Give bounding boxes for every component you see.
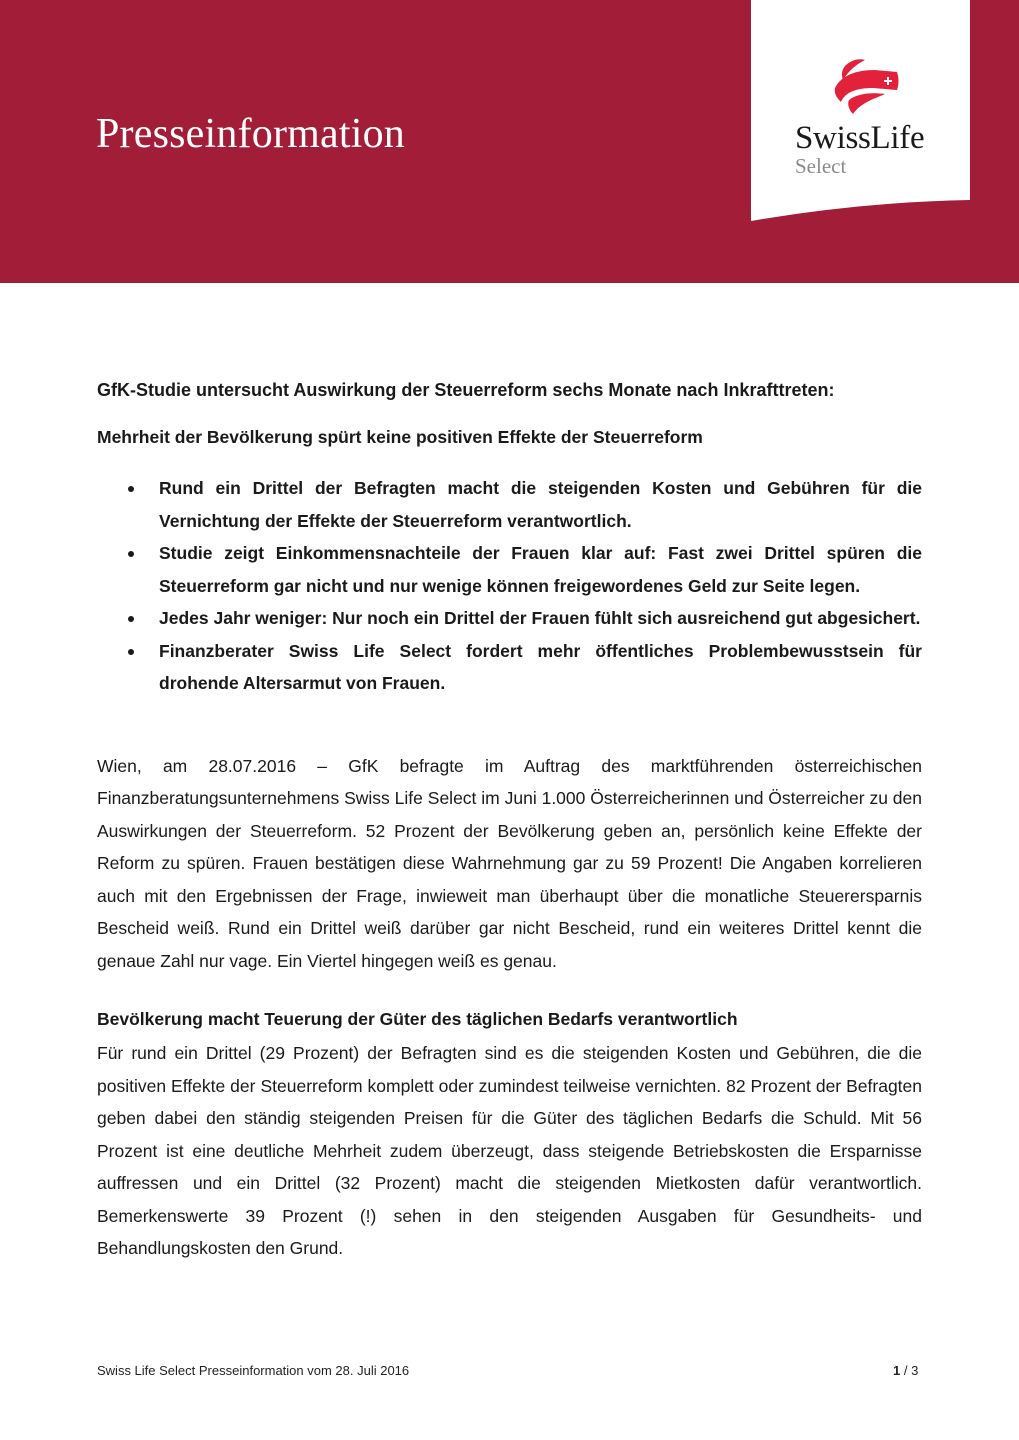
article-title: GfK-Studie untersucht Auswirkung der Steuerreform sechs Monate nach Inkrafttreten: <box>97 380 835 400</box>
header-band <box>0 0 1019 283</box>
bullet-icon <box>128 486 134 492</box>
key-point: Finanzberater Swiss Life Select fordert mehr öffentliches Problembewusstsein für drohende Altersarmut von Frauen. <box>97 635 922 700</box>
swisslife-select-logo <box>751 0 970 222</box>
key-point: Studie zeigt Einkommensnachteile der Frauen klar auf: Fast zwei Drittel spüren die Steuerreform gar nicht und nur wenige können freigewordenes Geld zur Seite legen. <box>97 537 922 602</box>
page-total: 3 <box>911 1363 919 1378</box>
page-current: 1 <box>893 1363 901 1378</box>
key-point: Jedes Jahr weniger: Nur noch ein Drittel der Frauen fühlt sich ausreichend gut abgesichert. <box>97 602 922 635</box>
article-body <box>97 379 922 1265</box>
intro-paragraph: Wien, am 28.07.2016 – GfK befragte im Auftrag des marktführenden österreichischen Finanzberatungsunternehmens Swiss Life Select im Juni 1.000 Österreicherinnen und Österreicher zu den Auswirkungen der Steuerreform. 52 Prozent der Bevölkerung geben an, persönlich keine Effekte der Reform zu spüren. Frauen bestätigen diese Wahrnehmung gar zu 59 Prozent! Die Angaben korrelieren auch mit den Ergebnissen der Frage, inwieweit man überhaupt über die monatliche Steuerersparnis Bescheid weiß. Rund ein Drittel weiß darüber gar nicht Bescheid, rund ein weiteres Drittel kennt die genaue Zahl nur vage. Ein Viertel hingegen weiß es genau. <box>97 755 922 971</box>
bullet-icon <box>128 616 134 622</box>
swisslife-mark-icon <box>827 58 903 122</box>
header-title: Presseinformation <box>96 111 406 157</box>
article-subtitle: Mehrheit der Bevölkerung spürt keine positiven Effekte der Steuerreform <box>97 427 703 447</box>
page-number <box>893 1363 918 1378</box>
page-separator: / <box>900 1363 912 1378</box>
logo-wordmark: SwissLife <box>795 120 925 156</box>
footer-text: Swiss Life Select Presseinformation vom 28. Juli 2016 <box>97 1363 410 1378</box>
bullet-icon <box>128 551 134 557</box>
logo-subline: Select <box>795 154 847 178</box>
section-heading: Bevölkerung macht Teuerung der Güter des täglichen Bedarfs verantwortlich <box>97 1009 738 1029</box>
section-paragraph: Für rund ein Drittel (29 Prozent) der Befragten sind es die steigenden Kosten und Gebühren, die die positiven Effekte der Steuerreform komplett oder zumindest teilweise vernichten. 82 Prozent der Befragten geben dabei den ständig steigenden Preisen für die Güter des täglichen Bedarfs die Schuld. Mit 56 Prozent ist eine deutliche Mehrheit zudem überzeugt, dass steigende Betriebskosten die Ersparnisse auffressen und ein Drittel (32 Prozent) macht die steigenden Mietkosten dafür verantwortlich. Bemerkenswerte 39 Prozent (!) sehen in den steigenden Ausgaben für Gesundheits- und Behandlungskosten den Grund. <box>97 1043 922 1258</box>
key-points-list <box>97 472 922 700</box>
bullet-icon <box>128 649 134 655</box>
key-point: Rund ein Drittel der Befragten macht die steigenden Kosten und Gebühren für die Vernichtung der Effekte der Steuerreform verantwortlich. <box>97 472 922 537</box>
